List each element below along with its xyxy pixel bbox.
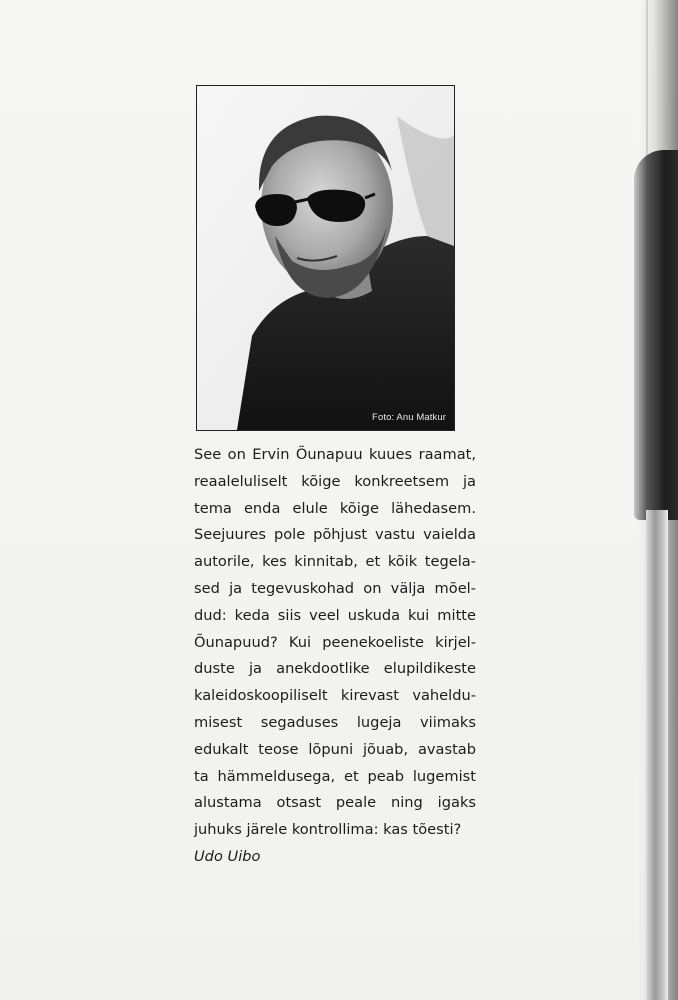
- blurb-line: edukalt teose lõpuni jõuab, avastab: [194, 740, 476, 758]
- blurb-line: kaleidoskoopiliselt kirevast vaheldu-: [194, 687, 476, 705]
- signature: Udo Uibo: [194, 848, 261, 865]
- blurb-line: duste ja anekdootlike elupildikeste: [194, 660, 476, 678]
- blurb-line: juhuks järele kontrollima: kas tõesti?: [194, 821, 462, 839]
- blurb-line: Seejuures pole põhjust vastu vaielda: [194, 526, 476, 544]
- spine-dark-area: [634, 150, 678, 520]
- blurb-line: autorile, kes kinnitab, et kõik tegela-: [194, 553, 476, 571]
- portrait-photo-icon: [197, 86, 454, 430]
- blurb-line: reaaleluliselt kõige konkreetsem ja: [194, 472, 476, 490]
- spine-strip: [646, 510, 668, 1000]
- blurb-line: ta hämmeldusega, et peab lugemist: [194, 767, 476, 785]
- author-photo: [196, 85, 455, 431]
- blurb-line: misest segaduses lugeja viimaks: [194, 713, 476, 731]
- blurb-line: See on Ervin Õunapuu kuues raamat,: [194, 446, 476, 463]
- blurb-line: dud: keda siis veel uskuda kui mitte: [194, 606, 476, 624]
- blurb-line: tema enda elule kõige lähedasem.: [194, 499, 476, 517]
- blurb-line: Õunapuud? Kui peenekoeliste kirjel-: [194, 633, 476, 651]
- blurb-line: alustama otsast peale ning igaks: [194, 794, 476, 812]
- photo-credit: Foto: Anu Matkur: [372, 412, 446, 423]
- blurb-line: sed ja tegevuskohad on välja mõel-: [194, 579, 476, 597]
- blurb-text: [194, 442, 476, 844]
